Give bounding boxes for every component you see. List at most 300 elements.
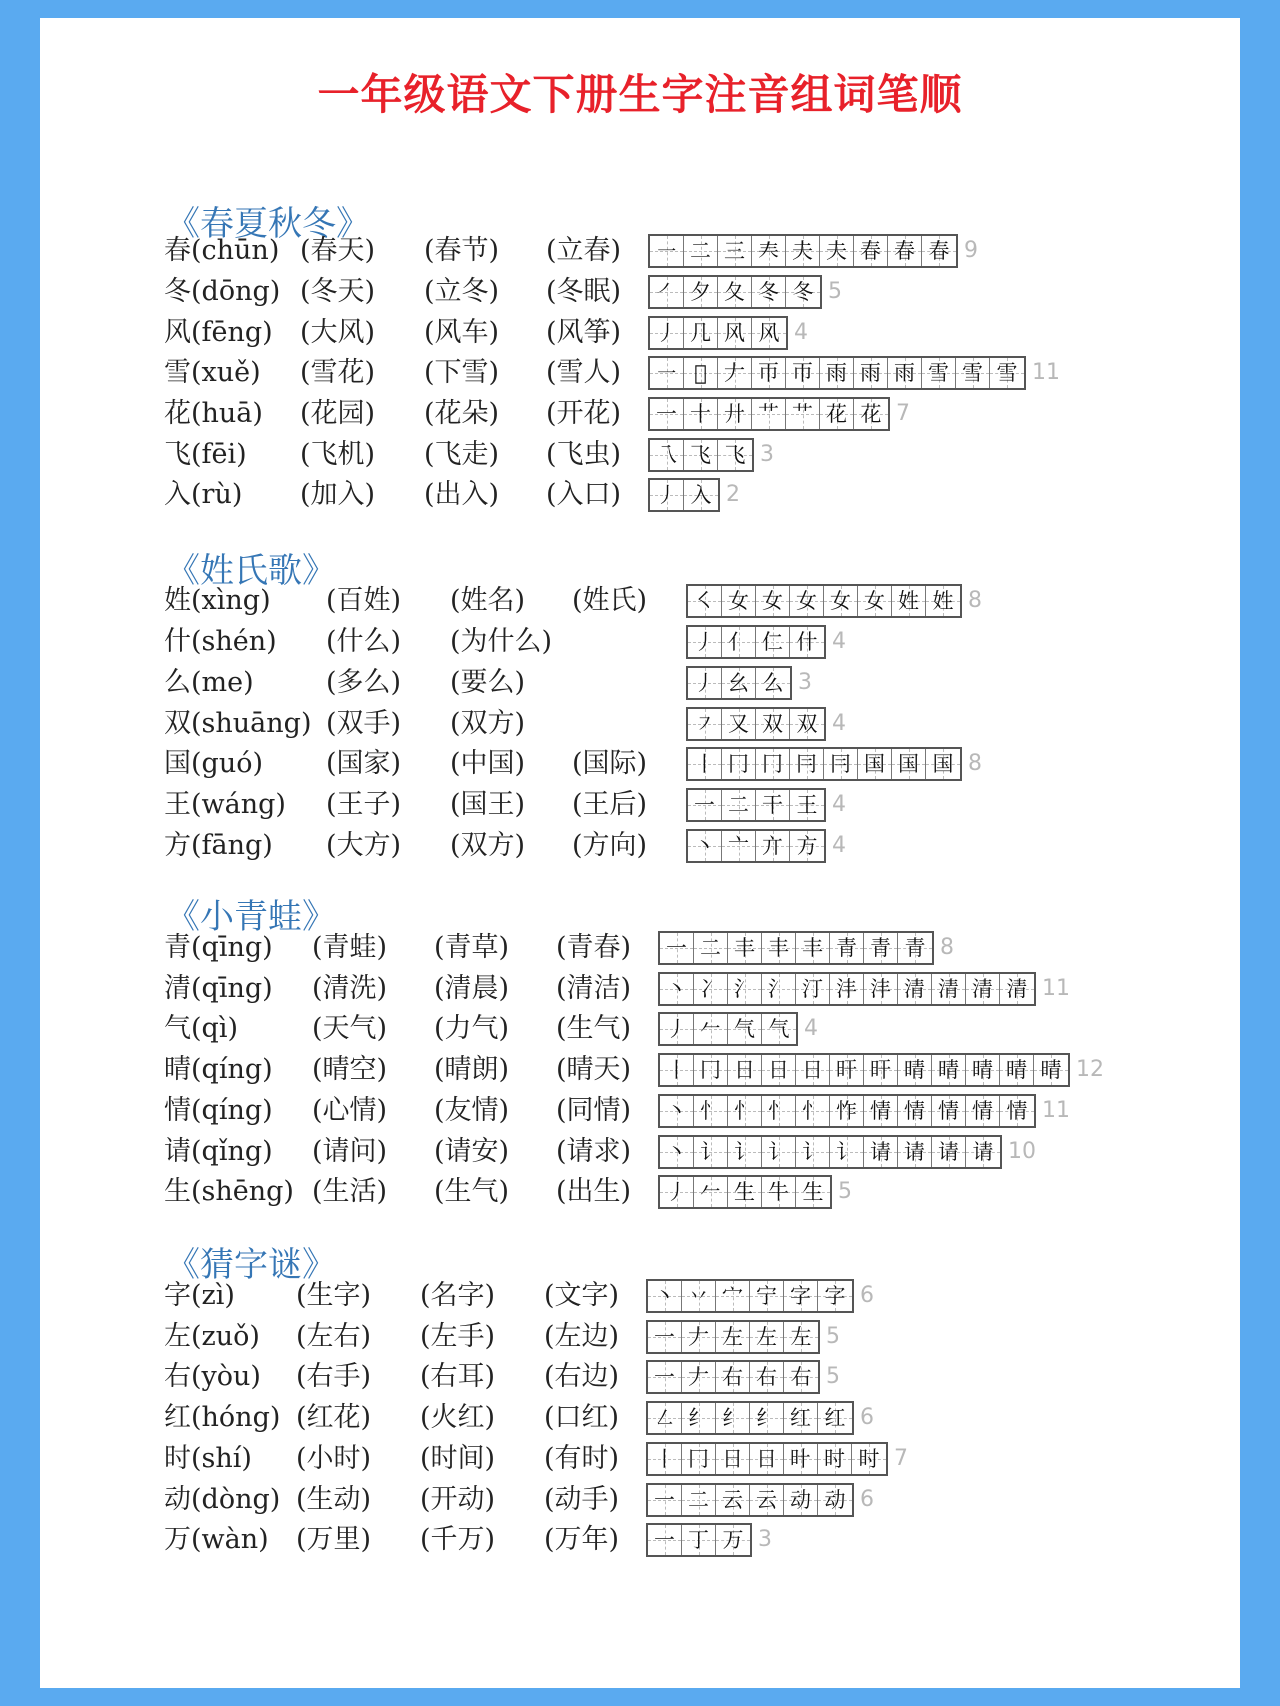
stroke-glyph: 么 bbox=[762, 671, 784, 695]
word-item: (冬眠) bbox=[546, 276, 622, 307]
word-item: (清洁) bbox=[556, 973, 632, 1004]
stroke-glyph: 丿 bbox=[656, 483, 677, 507]
stroke-glyph: 请 bbox=[972, 1140, 994, 1164]
word-item: (清晨) bbox=[434, 973, 510, 1004]
stroke-cell bbox=[688, 627, 722, 657]
stroke-cell bbox=[820, 399, 854, 429]
word-item: (百姓) bbox=[326, 585, 402, 616]
word-item: (立春) bbox=[546, 235, 622, 266]
stroke-glyph: 清 bbox=[904, 977, 925, 1001]
word-item: (生字) bbox=[296, 1280, 372, 1311]
stroke-glyph: 忄 bbox=[802, 1099, 823, 1123]
stroke-cell bbox=[684, 440, 718, 470]
stroke-cell bbox=[818, 1485, 852, 1515]
stroke-cell bbox=[990, 358, 1024, 388]
stroke-order-grid bbox=[648, 438, 754, 472]
stroke-glyph: 𠂇 bbox=[724, 361, 745, 385]
stroke-cell bbox=[790, 749, 824, 779]
word-item: (冬天) bbox=[300, 276, 376, 307]
stroke-cell bbox=[796, 974, 830, 1004]
stroke-glyph: 几 bbox=[690, 321, 711, 345]
stroke-cell bbox=[864, 1096, 898, 1126]
stroke-cell bbox=[660, 1177, 694, 1207]
stroke-cell bbox=[830, 933, 864, 963]
stroke-cell bbox=[728, 933, 762, 963]
stroke-cell bbox=[716, 1444, 750, 1474]
stroke-cell bbox=[684, 480, 718, 510]
stroke-cell bbox=[1000, 1096, 1034, 1126]
stroke-glyph: 亠 bbox=[728, 834, 749, 858]
word-item: (飞虫) bbox=[546, 439, 622, 470]
stroke-cell bbox=[796, 1137, 830, 1167]
stroke-glyph: 忄 bbox=[768, 1099, 789, 1123]
stroke-glyph: 亣 bbox=[762, 834, 783, 858]
stroke-cell bbox=[684, 318, 718, 348]
stroke-cell bbox=[784, 1362, 818, 1392]
stroke-glyph: 丿 bbox=[694, 630, 715, 654]
stroke-cell bbox=[750, 1362, 784, 1392]
stroke-cell bbox=[786, 277, 820, 307]
stroke-glyph: 女 bbox=[830, 589, 851, 613]
stroke-glyph: 沣 bbox=[870, 977, 891, 1001]
stroke-count: 3 bbox=[798, 670, 812, 695]
word-item: (花朵) bbox=[424, 398, 500, 429]
stroke-count: 12 bbox=[1076, 1057, 1104, 1082]
stroke-glyph: 雨 bbox=[826, 361, 847, 385]
word-item: (右耳) bbox=[420, 1361, 496, 1392]
char-pinyin: 风(fēng) bbox=[164, 317, 273, 348]
stroke-cell bbox=[752, 277, 786, 307]
stroke-glyph: 沣 bbox=[836, 977, 857, 1001]
stroke-glyph: 一 bbox=[656, 402, 677, 426]
stroke-cell bbox=[830, 1096, 864, 1126]
stroke-cell bbox=[682, 1281, 716, 1311]
stroke-cell bbox=[722, 831, 756, 861]
word-item: (文字) bbox=[544, 1280, 620, 1311]
stroke-cell bbox=[688, 790, 722, 820]
stroke-glyph: 廾 bbox=[724, 402, 745, 426]
stroke-count: 3 bbox=[760, 442, 774, 467]
stroke-cell bbox=[648, 1485, 682, 1515]
stroke-glyph: 动 bbox=[790, 1488, 811, 1512]
stroke-glyph: 请 bbox=[870, 1140, 891, 1164]
stroke-count: 8 bbox=[968, 751, 982, 776]
stroke-count: 6 bbox=[860, 1405, 874, 1430]
word-item: (多么) bbox=[326, 667, 402, 698]
stroke-cell bbox=[932, 1137, 966, 1167]
stroke-glyph: 氵 bbox=[734, 977, 755, 1001]
char-pinyin: 花(huā) bbox=[164, 398, 263, 429]
stroke-count: 7 bbox=[894, 1446, 908, 1471]
word-item: (要么) bbox=[450, 667, 526, 698]
stroke-cell bbox=[648, 1444, 682, 1474]
stroke-glyph: 帀 bbox=[758, 361, 779, 385]
stroke-glyph: 日 bbox=[734, 1058, 755, 1082]
word-item: (红花) bbox=[296, 1402, 372, 1433]
stroke-cell bbox=[830, 974, 864, 1004]
stroke-order-grid bbox=[686, 707, 826, 741]
stroke-order-grid bbox=[658, 1175, 832, 1209]
stroke-cell bbox=[790, 709, 824, 739]
stroke-cell bbox=[718, 277, 752, 307]
stroke-glyph: 冂 bbox=[688, 1447, 709, 1471]
char-pinyin: 时(shí) bbox=[164, 1443, 252, 1474]
stroke-order-grid bbox=[686, 747, 962, 781]
stroke-cell bbox=[852, 1444, 886, 1474]
stroke-count: 7 bbox=[896, 401, 910, 426]
stroke-glyph: 气 bbox=[734, 1017, 755, 1041]
stroke-glyph: 右 bbox=[722, 1365, 743, 1389]
stroke-cell bbox=[762, 1137, 796, 1167]
word-item: (右手) bbox=[296, 1361, 372, 1392]
stroke-count: 5 bbox=[826, 1364, 840, 1389]
stroke-cell bbox=[688, 586, 722, 616]
stroke-count: 4 bbox=[832, 833, 846, 858]
word-item: (晴空) bbox=[312, 1054, 388, 1085]
stroke-glyph: 右 bbox=[790, 1365, 812, 1389]
stroke-glyph: 旪 bbox=[790, 1447, 811, 1471]
word-item: (生气) bbox=[556, 1013, 632, 1044]
stroke-glyph: 冂 bbox=[728, 752, 749, 776]
stroke-glyph: 生 bbox=[802, 1180, 824, 1204]
stroke-glyph: 𠂇 bbox=[688, 1325, 709, 1349]
stroke-glyph: 二 bbox=[728, 793, 749, 817]
stroke-cell bbox=[784, 1403, 818, 1433]
stroke-cell bbox=[688, 668, 722, 698]
char-pinyin: 晴(qíng) bbox=[164, 1054, 273, 1085]
stroke-cell bbox=[762, 974, 796, 1004]
stroke-glyph: 丶 bbox=[666, 1099, 687, 1123]
word-item: (入口) bbox=[546, 479, 622, 510]
stroke-glyph: 丶 bbox=[654, 1284, 675, 1308]
stroke-glyph: 国 bbox=[898, 752, 919, 776]
stroke-cell bbox=[682, 1403, 716, 1433]
stroke-cell bbox=[864, 933, 898, 963]
stroke-glyph: 情 bbox=[1006, 1099, 1028, 1123]
stroke-glyph: 晴 bbox=[972, 1058, 993, 1082]
stroke-glyph: 姓 bbox=[932, 589, 954, 613]
word-item: (左手) bbox=[420, 1321, 496, 1352]
word-item: (双手) bbox=[326, 708, 402, 739]
stroke-glyph: 请 bbox=[938, 1140, 959, 1164]
stroke-cell bbox=[932, 974, 966, 1004]
stroke-glyph: 旰 bbox=[836, 1058, 857, 1082]
stroke-cell bbox=[728, 974, 762, 1004]
stroke-glyph: 字 bbox=[790, 1284, 811, 1308]
word-item: (名字) bbox=[420, 1280, 496, 1311]
stroke-cell bbox=[718, 440, 752, 470]
stroke-cell bbox=[796, 1055, 830, 1085]
stroke-glyph: 丁 bbox=[688, 1528, 709, 1552]
stroke-glyph: 一 bbox=[654, 1488, 675, 1512]
stroke-order-grid bbox=[686, 625, 826, 659]
stroke-cell bbox=[722, 627, 756, 657]
stroke-glyph: 情 bbox=[870, 1099, 891, 1123]
stroke-cell bbox=[966, 1096, 1000, 1126]
stroke-glyph: 夫 bbox=[792, 239, 813, 263]
stroke-glyph: 忄 bbox=[700, 1099, 721, 1123]
stroke-cell bbox=[956, 358, 990, 388]
word-item: (同情) bbox=[556, 1095, 632, 1126]
stroke-glyph: 夂 bbox=[724, 280, 745, 304]
stroke-cell bbox=[932, 1096, 966, 1126]
char-pinyin: 字(zì) bbox=[164, 1280, 235, 1311]
word-item: (国家) bbox=[326, 748, 402, 779]
word-item: (双方) bbox=[450, 708, 526, 739]
char-pinyin: 青(qīng) bbox=[164, 932, 273, 963]
stroke-glyph: 红 bbox=[790, 1406, 811, 1430]
section-heading: 《春夏秋冬》 bbox=[166, 204, 370, 244]
stroke-cell bbox=[830, 1137, 864, 1167]
stroke-glyph: 情 bbox=[938, 1099, 959, 1123]
stroke-cell bbox=[898, 1096, 932, 1126]
section-heading: 《小青蛙》 bbox=[166, 897, 336, 937]
word-item: (小时) bbox=[296, 1443, 372, 1474]
stroke-glyph: 双 bbox=[762, 712, 783, 736]
stroke-cell bbox=[728, 1014, 762, 1044]
stroke-order-grid bbox=[646, 1279, 854, 1313]
word-item: (晴朗) bbox=[434, 1054, 510, 1085]
stroke-cell bbox=[694, 933, 728, 963]
stroke-glyph: 纟 bbox=[756, 1406, 777, 1430]
stroke-cell bbox=[888, 358, 922, 388]
word-item: (出生) bbox=[556, 1176, 632, 1207]
stroke-order-grid bbox=[658, 931, 934, 965]
stroke-glyph: 飞 bbox=[690, 443, 711, 467]
stroke-cell bbox=[650, 399, 684, 429]
stroke-glyph: 左 bbox=[790, 1325, 812, 1349]
stroke-glyph: 雨 bbox=[894, 361, 915, 385]
char-pinyin: 方(fāng) bbox=[164, 830, 273, 861]
stroke-cell bbox=[820, 236, 854, 266]
stroke-cell bbox=[796, 933, 830, 963]
word-item: (大风) bbox=[300, 317, 376, 348]
stroke-glyph: 女 bbox=[728, 589, 749, 613]
word-item: (飞机) bbox=[300, 439, 376, 470]
stroke-order-grid bbox=[646, 1401, 854, 1435]
stroke-order-grid bbox=[648, 478, 720, 512]
stroke-cell bbox=[762, 933, 796, 963]
stroke-glyph: 丶 bbox=[666, 977, 687, 1001]
stroke-cell bbox=[650, 480, 684, 510]
stroke-glyph: 右 bbox=[756, 1365, 777, 1389]
stroke-cell bbox=[718, 318, 752, 348]
stroke-cell bbox=[648, 1362, 682, 1392]
char-pinyin: 右(yòu) bbox=[164, 1361, 261, 1392]
stroke-order-grid bbox=[686, 584, 962, 618]
word-item: (生气) bbox=[434, 1176, 510, 1207]
char-pinyin: 春(chūn) bbox=[164, 235, 280, 266]
stroke-glyph: 花 bbox=[860, 402, 882, 426]
word-item: (风筝) bbox=[546, 317, 622, 348]
stroke-order-grid bbox=[648, 316, 788, 350]
stroke-glyph: 丨 bbox=[694, 752, 715, 776]
stroke-cell bbox=[898, 933, 932, 963]
stroke-glyph: 𠂉 bbox=[700, 1017, 721, 1041]
char-pinyin: 雪(xuě) bbox=[164, 357, 261, 388]
stroke-glyph: 讠 bbox=[836, 1140, 857, 1164]
stroke-glyph: 万 bbox=[722, 1528, 744, 1552]
stroke-glyph: 又 bbox=[728, 712, 749, 736]
stroke-cell bbox=[694, 1137, 728, 1167]
stroke-cell bbox=[752, 399, 786, 429]
stroke-count: 4 bbox=[804, 1016, 818, 1041]
word-item: (请安) bbox=[434, 1136, 510, 1167]
stroke-glyph: 冃 bbox=[830, 752, 851, 776]
stroke-glyph: 夕 bbox=[690, 280, 711, 304]
stroke-cell bbox=[786, 399, 820, 429]
stroke-glyph: 一 bbox=[694, 793, 715, 817]
word-item: (大方) bbox=[326, 830, 402, 861]
stroke-cell bbox=[694, 1014, 728, 1044]
stroke-glyph: 旰 bbox=[870, 1058, 891, 1082]
stroke-cell bbox=[648, 1403, 682, 1433]
stroke-cell bbox=[864, 974, 898, 1004]
stroke-glyph: 冫 bbox=[700, 977, 721, 1001]
word-item: (下雪) bbox=[424, 357, 500, 388]
stroke-cell bbox=[650, 358, 684, 388]
stroke-glyph: 时 bbox=[858, 1447, 880, 1471]
stroke-glyph: 雨 bbox=[860, 361, 881, 385]
word-item: (开花) bbox=[546, 398, 622, 429]
stroke-glyph: 二 bbox=[690, 239, 711, 263]
word-item: (王后) bbox=[572, 789, 648, 820]
stroke-count: 11 bbox=[1042, 976, 1070, 1001]
word-item: (青春) bbox=[556, 932, 632, 963]
stroke-cell bbox=[750, 1281, 784, 1311]
stroke-cell bbox=[966, 1055, 1000, 1085]
stroke-glyph: 乁 bbox=[656, 443, 677, 467]
stroke-cell bbox=[650, 236, 684, 266]
stroke-cell bbox=[728, 1096, 762, 1126]
stroke-order-grid bbox=[658, 1094, 1036, 1128]
word-item: (开动) bbox=[420, 1484, 496, 1515]
stroke-glyph: 幺 bbox=[728, 671, 749, 695]
stroke-cell bbox=[756, 586, 790, 616]
word-item: (万里) bbox=[296, 1524, 372, 1555]
word-item: (左右) bbox=[296, 1321, 372, 1352]
stroke-cell bbox=[922, 358, 956, 388]
char-pinyin: 气(qì) bbox=[164, 1013, 238, 1044]
stroke-order-grid bbox=[648, 275, 822, 309]
char-pinyin: 红(hóng) bbox=[164, 1402, 281, 1433]
stroke-glyph: 左 bbox=[722, 1325, 743, 1349]
char-pinyin: 双(shuāng) bbox=[164, 708, 312, 739]
stroke-order-grid bbox=[658, 1012, 798, 1046]
word-item: (飞走) bbox=[424, 439, 500, 470]
stroke-cell bbox=[688, 831, 722, 861]
word-item: (右边) bbox=[544, 1361, 620, 1392]
stroke-glyph: 冃 bbox=[796, 752, 817, 776]
stroke-glyph: 云 bbox=[722, 1488, 743, 1512]
stroke-glyph: 冂 bbox=[762, 752, 783, 776]
stroke-glyph: 一 bbox=[666, 936, 687, 960]
stroke-glyph: 春 bbox=[860, 239, 881, 263]
stroke-glyph: 宁 bbox=[756, 1284, 777, 1308]
stroke-glyph: 动 bbox=[824, 1488, 846, 1512]
char-pinyin: 情(qíng) bbox=[164, 1095, 273, 1126]
word-item: (友情) bbox=[434, 1095, 510, 1126]
stroke-glyph: 冬 bbox=[758, 280, 779, 304]
stroke-order-grid bbox=[686, 829, 826, 863]
char-pinyin: 什(shén) bbox=[164, 626, 277, 657]
stroke-cell bbox=[728, 1055, 762, 1085]
word-item: (风车) bbox=[424, 317, 500, 348]
stroke-cell bbox=[784, 1281, 818, 1311]
word-item: (为什么) bbox=[450, 626, 553, 657]
stroke-order-grid bbox=[648, 397, 890, 431]
stroke-count: 3 bbox=[758, 1527, 772, 1552]
stroke-cell bbox=[762, 1177, 796, 1207]
stroke-cell bbox=[648, 1322, 682, 1352]
stroke-glyph: 日 bbox=[768, 1058, 789, 1082]
stroke-cell bbox=[898, 974, 932, 1004]
stroke-cell bbox=[722, 586, 756, 616]
stroke-cell bbox=[762, 1014, 796, 1044]
stroke-glyph: 飞 bbox=[724, 443, 746, 467]
stroke-cell bbox=[824, 749, 858, 779]
stroke-glyph: ㇒ bbox=[656, 280, 677, 304]
stroke-glyph: 云 bbox=[756, 1488, 777, 1512]
char-pinyin: 姓(xìng) bbox=[164, 585, 271, 616]
word-item: (青草) bbox=[434, 932, 510, 963]
stroke-order-grid bbox=[646, 1360, 820, 1394]
word-item: (天气) bbox=[312, 1013, 388, 1044]
stroke-cell bbox=[796, 1177, 830, 1207]
stroke-glyph: 日 bbox=[756, 1447, 777, 1471]
stroke-glyph: 情 bbox=[972, 1099, 993, 1123]
stroke-cell bbox=[762, 1055, 796, 1085]
stroke-glyph: 丰 bbox=[734, 936, 755, 960]
stroke-glyph: 十 bbox=[690, 402, 711, 426]
stroke-cell bbox=[728, 1137, 762, 1167]
stroke-glyph: 什 bbox=[796, 630, 818, 654]
stroke-cell bbox=[750, 1444, 784, 1474]
stroke-glyph: 国 bbox=[932, 752, 954, 776]
word-item: (国王) bbox=[450, 789, 526, 820]
stroke-glyph: 冬 bbox=[792, 280, 814, 304]
stroke-glyph: 冂 bbox=[700, 1058, 721, 1082]
stroke-glyph: 𠂉 bbox=[700, 1180, 721, 1204]
stroke-count: 4 bbox=[832, 792, 846, 817]
stroke-cell bbox=[716, 1525, 750, 1555]
stroke-cell bbox=[790, 790, 824, 820]
stroke-glyph: 亻 bbox=[728, 630, 749, 654]
stroke-cell bbox=[648, 1281, 682, 1311]
stroke-order-grid bbox=[648, 234, 958, 268]
stroke-glyph: 一 bbox=[654, 1325, 675, 1349]
stroke-cell bbox=[718, 236, 752, 266]
stroke-cell bbox=[722, 790, 756, 820]
word-item: (加入) bbox=[300, 479, 376, 510]
stroke-glyph: 请 bbox=[904, 1140, 925, 1164]
stroke-glyph: 青 bbox=[870, 936, 891, 960]
stroke-count: 9 bbox=[964, 238, 978, 263]
stroke-cell bbox=[898, 1137, 932, 1167]
stroke-glyph: 丰 bbox=[768, 936, 789, 960]
stroke-glyph: 清 bbox=[1006, 977, 1028, 1001]
stroke-glyph: 忄 bbox=[734, 1099, 755, 1123]
stroke-cell bbox=[786, 236, 820, 266]
stroke-cell bbox=[682, 1362, 716, 1392]
stroke-glyph: 气 bbox=[768, 1017, 790, 1041]
stroke-glyph: 双 bbox=[796, 712, 818, 736]
stroke-cell bbox=[752, 236, 786, 266]
stroke-cell bbox=[688, 749, 722, 779]
stroke-cell bbox=[854, 358, 888, 388]
stroke-glyph: 宀 bbox=[722, 1284, 743, 1308]
stroke-glyph: 一 bbox=[654, 1365, 675, 1389]
